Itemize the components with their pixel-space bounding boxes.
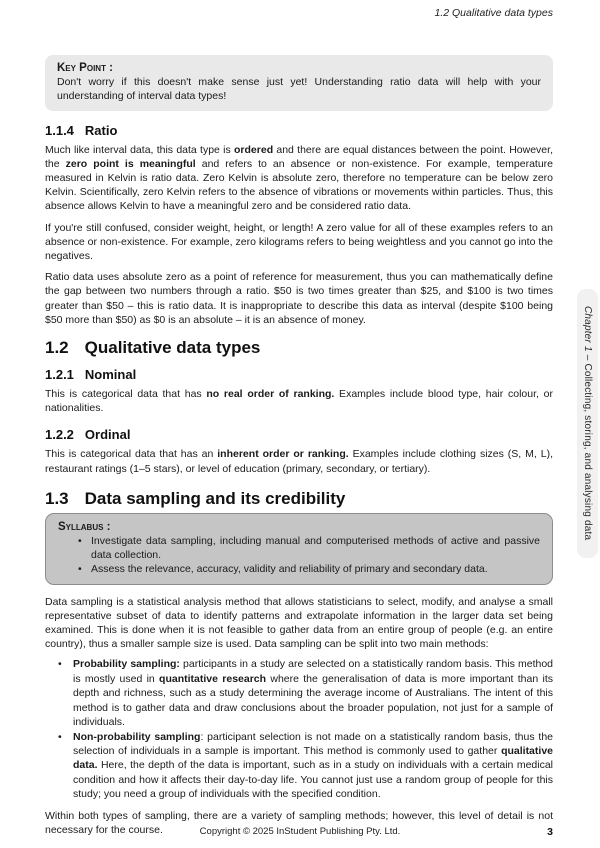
- heading-ordinal: [45, 427, 553, 442]
- probability-sampling-item: • Probability sampling: participants in a study are selected on a statistically random basis. This method is mostly used in quantitative research where the generalisation of data is more important than its depth and richness, such as a study determining the average income of Australians. The intent of this method is to gather data and draw conclusions about the broader population, not just for a sample of individuals.: [45, 657, 553, 729]
- heading-ratio: [45, 123, 553, 138]
- heading-qualitative: [45, 338, 553, 358]
- heading-nominal-number: 1.2.1: [45, 367, 74, 383]
- sampling-intro-paragraph: Data sampling is a statistical analysis method that allows statisticians to select, modify, and analyse a small representative subset of data to identify patterns and extrapolate information in the larger data set being examined. This is done when it is not feasible to gather data from an entire group of people (e.g. an entire country), thus a smaller sample size is used. Data sampling can be split into two main methods:: [45, 595, 553, 651]
- ratio-paragraph-2: If you're still confused, consider weight, height, or length! A zero value for all of these examples refers to an absence or non-existence. For example, zero kilograms refers to being weightless and you cannot go into the negatives.: [45, 221, 553, 263]
- non-probability-sampling-item: • Non-probability sampling: participant selection is not made on a statistically random basis, thus the selection of individuals in a sample is important. This method is commonly used to gather qualitative data. Here, the depth of the data is important, such as in a study on individuals with a certain medical condition and how it affects their day-to-day life. You cannot just use a random group of people for this study; you need a group of individuals with the specified condition.: [45, 730, 553, 802]
- sampling-methods-list: [45, 657, 553, 801]
- heading-sampling: [45, 489, 553, 509]
- page-number: 3: [547, 826, 553, 838]
- heading-qualitative-number: 1.2: [45, 338, 69, 358]
- heading-sampling-title: Data sampling and its credibility: [84, 488, 346, 508]
- ordinal-paragraph: This is categorical data that has an inherent order or ranking. Examples include clothing sizes (S, M, L), restaurant ratings (1–5 stars), or level of education (primary, secondary, or tertiary).: [45, 448, 553, 475]
- heading-ratio-number: 1.1.4: [45, 122, 74, 138]
- key-point-box: [45, 55, 553, 111]
- chapter-tab: [577, 289, 598, 558]
- page-content: [45, 55, 553, 837]
- running-header: 1.2 Qualitative data types: [434, 7, 553, 19]
- chapter-tab-label: Chapter 1 – Collecting, storing, and analysing data: [582, 306, 593, 541]
- key-point-label: Key Point :: [57, 62, 113, 74]
- syllabus-item: • Assess the relevance, accuracy, validity and reliability of primary and secondary data.: [78, 562, 540, 576]
- heading-nominal: [45, 367, 553, 382]
- ratio-paragraph-3: Ratio data uses absolute zero as a point of reference for measurement, thus you can mathematically define the gap between two numbers through a ratio. $50 is two times greater than $25, and $100 is two times greater than $50 – this is ratio data. It is inappropriate to describe this data as interval (despite $100 being $50 more than $50) as $0 is an absolute – it is an absence of money.: [45, 271, 553, 326]
- syllabus-box: [45, 513, 553, 585]
- heading-ordinal-number: 1.2.2: [45, 427, 74, 443]
- heading-sampling-number: 1.3: [45, 488, 69, 508]
- heading-qualitative-title: Qualitative data types: [84, 338, 261, 358]
- nominal-paragraph: This is categorical data that has no real order of ranking. Examples include blood type, hair colour, or nationalities.: [45, 388, 553, 415]
- syllabus-item: • Investigate data sampling, including manual and computerised methods of active and passive data collection.: [78, 534, 540, 562]
- syllabus-list: [58, 534, 540, 577]
- syllabus-label: Syllabus :: [58, 520, 111, 533]
- footer-copyright: Copyright © 2025 InStudent Publishing Pty. Ltd.: [199, 826, 401, 837]
- sampling-closing-paragraph: Within both types of sampling, there are a variety of sampling methods; however, this level of detail is not necessary for the course.: [45, 809, 553, 836]
- ratio-paragraph-1: Much like interval data, this data type is ordered and there are equal distances between the point. However, the zero point is meaningful and refers to an absence or non-existence. For example, temperature measured in Kelvin is ratio data. Zero Kelvin is absolute zero, therefore no temperature can be below zero Kelvin. Scientifically, zero Kelvin refers to the absence of vibrations or movements within particles. Thus, this absence allows Kelvin to have a meaningful zero and be considered ratio data.: [45, 143, 553, 213]
- heading-ordinal-title: Ordinal: [84, 427, 131, 443]
- heading-nominal-title: Nominal: [84, 367, 137, 383]
- heading-ratio-title: Ratio: [84, 122, 118, 138]
- key-point-text: Don't worry if this doesn't make sense just yet! Understanding ratio data will help with your understanding of interval data types!: [57, 76, 541, 103]
